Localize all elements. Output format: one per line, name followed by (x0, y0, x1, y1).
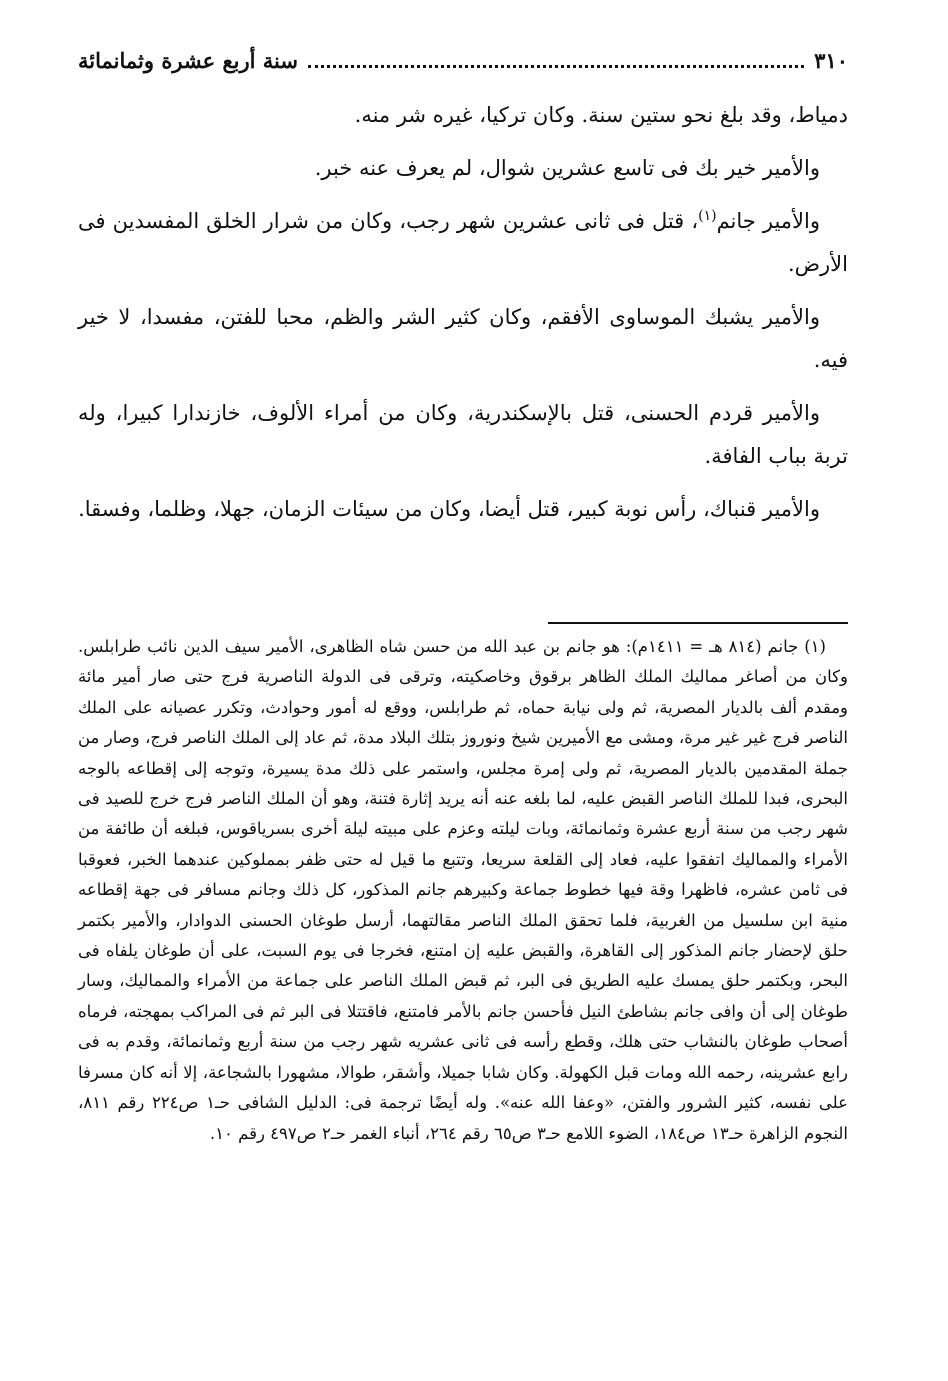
paragraph-yashbak: والأمير يشبك الموساوى الأفقم، وكان كثير الشر والظم، محبا للفتن، مفسدا، لا خير فيه. (78, 305, 848, 372)
janim-sep: ، (684, 209, 699, 233)
main-text (78, 94, 848, 531)
running-head (78, 48, 848, 88)
paragraph-qurdum: والأمير قردم الحسنى، قتل بالإسكندرية، وكان من أمراء الألوف، خازندارا كبيرا، وله تربة بباب الفافة. (78, 401, 848, 468)
page-number: ٣١٠ (814, 48, 848, 73)
footnote-janim: (١) جانم (٨١٤ هـ = ١٤١١م): هو جانم بن عبد الله من حسن شاه الظاهرى، الأمير سيف الدين نائب طرابلس. وكان من أصاغر مماليك الملك الظاهر برقوق وخاصكيته، وترقى فى الدولة الناصرية فرج حتى صار أمير مائة ومقدم ألف بالديار المصرية، ثم ولى نيابة حماه، ثم طرابلس، ووقع له أمور وحوادث، وتكرر عصيانه على الملك الناصر فرج غير غير مرة، ومشى مع الأميرين شيخ ونوروز بتلك البلاد مدة، ثم عاد إلى الملك الناصر فرج، وصار من جملة المقدمين بالديار المصرية، ثم ولى إمرة مجلس، واستمر على ذلك مدة يسيرة، وتوجه إلى إقطاعه بالوجه البحرى، فبدا للملك الناصر القبض عليه، لما بلغه عنه أنه يريد إثارة فتنة، وهو أن الملك الناصر فرج خرج للصيد فى شهر رجب من سنة أربع عشرة وثمانمائة، وبات ليلته وعزم على مبيته ليلة أخرى بسرياقوس، فبلغه أن طائفة من الأمراء والمماليك اتفقوا عليه، فعاد إلى القلعة سريعا، وتتبع ما قيل له حتى ظفر بمملوكين عندهما الخبر، فعوقبا فى ثامن عشره، فاظهرا وقة فيها خطوط جماعة وكبيرهم جانم المذكور، كل ذلك وجانم مسافر فى جهة إقطاعه منية ابن سلسيل من الغربية، فلما تحقق الملك الناصر مقالتهما، أرسل طوغان الحسنى الدوادار، والأمير بكتمر حلق لإحضار جانم المذكور إلى القاهرة، والقبض عليه إن امتنع، فخرجا فى يوم السبت، على أن طوغان يلفاه فى البحر، وبكتمر حلق يمسك عليه الطريق فى البر، ثم قبض الملك الناصر على جماعة من الأمراء والمماليك، وسار طوغان إلى أن وافى جانم بشاطئ النيل فأحسن جانم بالأمر فامتنع، فاقتتلا فى البر ثم فى المراكب بمهجته، فرماه أصحاب طوغان بالنشاب حتى هلك، وقطع رأسه فى ثانى عشريه شهر رجب من سنة أربع وثمانمائة، وقدم به فى رابع عشرينه، رحمه الله ومات قبل الكهولة. وكان شابا جميلا، وأشقر، طوالا، مشهورا بالشجاعة، إلا أنه كان مسرفا على نفسه، كثير الشرور والفتن، «وعفا الله عنه». وله أيضًا ترجمة فى: الدليل الشافى حـ١ ص٢٢٤ رقم ٨١١، النجوم الزاهرة حـ١٣ ص١٨٤، الضوء اللامع حـ٣ ص٦٥ رقم ٢٦٤، أنباء الغمر حـ٢ ص٤٩٧ رقم ١٠. (78, 637, 848, 1143)
paragraph-qunbak: والأمير قنباك، رأس نوبة كبير، قتل أيضا، وكان من سيئات الزمان، جهلا، وظلما، وفسقا. (78, 497, 820, 521)
paragraph-damietta: دمياط، وقد بلغ نحو ستين سنة. وكان تركيا، غيره شر منه. (354, 103, 848, 127)
janim-lead: والأمير جانم (716, 209, 820, 233)
paragraph-khayr-bak: والأمير خير بك فى تاسع عشرين شوال، لم يعرف عنه خبر. (314, 156, 820, 180)
footnote-divider (548, 622, 848, 624)
running-title: سنة أربع عشرة وثمانمائة (78, 48, 298, 73)
footnote-reference-mark[interactable]: (١) (698, 208, 717, 224)
janim-rest: قتل فى ثانى عشرين شهر رجب، وكان من شرار الخلق المفسدين فى الأرض. (78, 209, 848, 276)
leader-dots (308, 49, 804, 68)
paragraph-janim (78, 200, 848, 286)
book-page (78, 48, 848, 1348)
